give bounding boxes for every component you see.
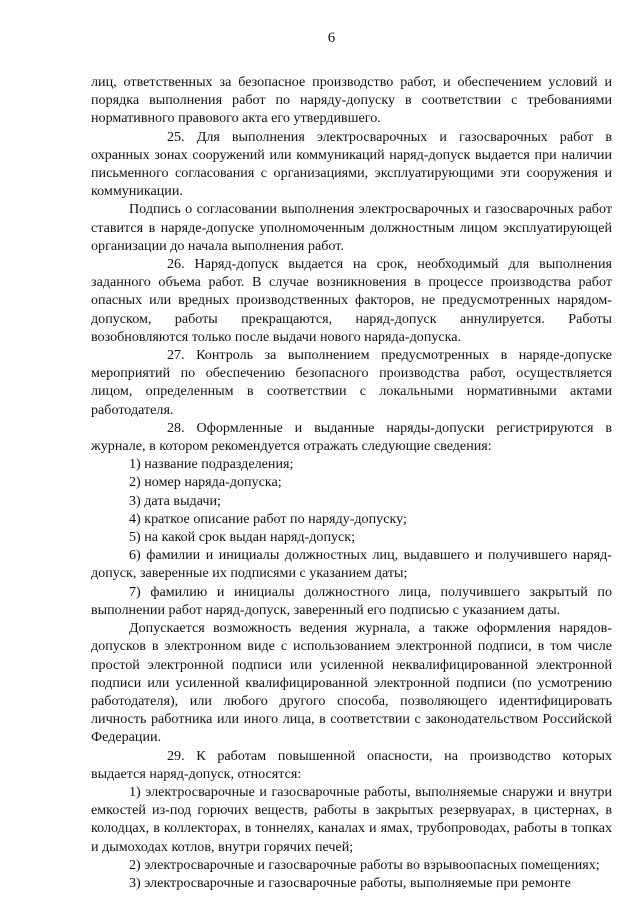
paragraph-signature-approval: Подпись о согласовании выполнения электросварочных и газосварочных работ ставится в наряде-допуске уполномоченным должностным лицом эксплуатирующей организации до начала выполнения работ.: [91, 201, 612, 254]
list-item: 3) дата выдачи;: [129, 492, 221, 509]
paragraph-electronic-journal: Допускается возможность ведения журнала, а также оформления нарядов-допусков в электронном виде с использованием электронной подписи, в том числе простой электронной подписи или усиленной неквалифицированной электронной подписи или усиленной квалифицированной электронной подписи (по усмотрению работодателя), или любого другого способа, позволяющего идентифицировать личность работника или иного лица, в соответствии с законодательством Российской Федерации.: [91, 620, 612, 746]
clause-number: 27.: [167, 347, 185, 364]
paragraph-25: 25. Для выполнения электросварочных и газосварочных работ в охранных зонах сооружений или коммуникаций наряд-допуск выдается при наличии письменного согласования с организациями, эксплуатирующими эти сооружения и коммуникации.: [91, 128, 612, 200]
list-item: 4) краткое описание работ по наряду-допуску;: [129, 510, 407, 527]
list-item: 2) номер наряда-допуска;: [129, 474, 282, 491]
page-number: 6: [327, 30, 336, 46]
clause-number: 28.: [167, 419, 185, 436]
paragraph-27: 27. Контроль за выполнением предусмотренных в наряде-допуске мероприятий по обеспечению безопасного производства работ, осуществляется лицом, определенным в соответствии с локальными нормативными актами работодателя.: [91, 347, 612, 418]
paragraph-28: 28. Оформленные и выданные наряды-допуски регистрируются в журнале, в котором рекомендуется отражать следующие сведения:: [91, 419, 612, 455]
clause-number: 29.: [167, 747, 185, 764]
clause-number: 25.: [167, 128, 185, 145]
document-body: [91, 73, 612, 892]
list-item: 7) фамилию и инициалы должностного лица, получившего закрытый по выполнении работ наряд-допуск, заверенный его подписью с указанием даты.: [91, 583, 612, 618]
list-item: 1) название подразделения;: [129, 456, 294, 473]
clause-number: 26.: [167, 256, 185, 273]
paragraph-26: 26. Наряд-допуск выдается на срок, необходимый для выполнения заданного объема работ. В случае возникновения в процессе производства работ опасных или вредных производственных факторов, не предусмотренных нарядом-допуском, работы прекращаются, наряд-допуск аннулируется. Работы возобновляются только после выдачи нового наряда-допуска.: [91, 256, 613, 345]
list-item: 1) электросварочные и газосварочные работы, выполняемые снаружи и внутри емкостей из-под горючих веществ, работы в закрытых резервуарах, в цистернах, в колодцах, в коллекторах, в тоннелях, каналах и ямах, трубопроводах, работы в топках и дымоходах котлов, внутри горячих печей;: [91, 783, 612, 855]
paragraph-continuation: лиц, ответственных за безопасное производство работ, и обеспечением условий и порядка выполнения работ по наряду-допуску в соответствии с требованиями нормативного правового акта его утвердившего.: [91, 74, 612, 127]
list-item: 3) электросварочные и газосварочные работы, выполняемые при ремонте: [129, 874, 571, 891]
list-item: 6) фамилии и инициалы должностных лиц, выдавшего и получившего наряд-допуск, заверенные их подписями с указанием даты;: [91, 547, 612, 582]
paragraph-29: 29. К работам повышенной опасности, на производство которых выдается наряд-допуск, относятся:: [91, 747, 613, 782]
list-item: 2) электросварочные и газосварочные работы во взрывоопасных помещениях;: [129, 856, 600, 873]
list-item: 5) на какой срок выдан наряд-допуск;: [129, 529, 356, 546]
